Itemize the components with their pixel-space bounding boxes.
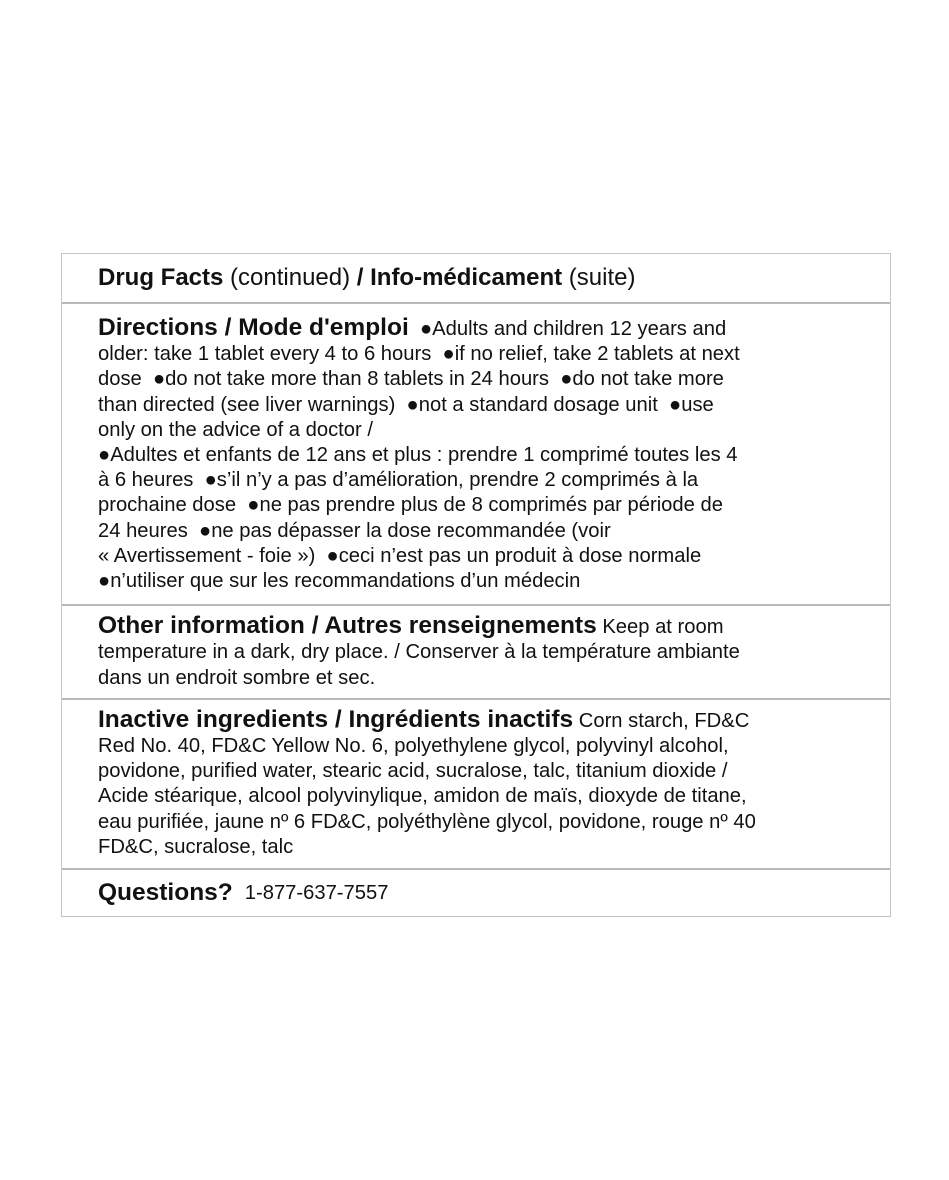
questions-heading: Questions? — [98, 879, 233, 907]
directions-line-1 — [98, 315, 860, 342]
questions-section — [62, 868, 890, 916]
continued-label: (continued) — [223, 264, 357, 291]
directions-text — [98, 315, 860, 594]
directions-section — [62, 302, 890, 604]
other-information-line-1-text: Keep at room — [596, 616, 724, 639]
inactive-ingredients-line-3: povidone, purified water, stearic acid, sucralose, talc, titanium dioxide / — [98, 760, 728, 783]
directions-line-1-text: ●Adults and children 12 years and — [408, 318, 727, 340]
directions-line-9: 24 heures ●ne pas dépasser la dose recommandée (voir — [98, 519, 611, 542]
inactive-ingredients-text — [98, 707, 860, 860]
other-information-line-2: temperature in a dark, dry place. / Conserver à la température ambiante — [98, 641, 740, 664]
directions-line-11: ●n’utiliser que sur les recommandations d’un médecin — [98, 570, 581, 593]
directions-line-4: than directed (see liver warnings) ●not a standard dosage unit ●use — [98, 393, 714, 416]
directions-line-8: prochaine dose ●ne pas prendre plus de 8 comprimés par période de — [98, 494, 723, 517]
inactive-ingredients-line-1-text: Corn starch, FD&C — [573, 709, 750, 732]
inactive-ingredients-heading: Inactive ingredients / Ingrédients inactifs — [98, 705, 574, 733]
directions-line-7: à 6 heures ●s’il n’y a pas d’amélioration, prendre 2 comprimés à la — [98, 469, 699, 492]
directions-line-5: only on the advice of a doctor / — [98, 418, 373, 441]
inactive-ingredients-line-1 — [98, 707, 860, 734]
directions-heading: Directions / Mode d'emploi — [98, 314, 409, 341]
directions-line-3: dose ●do not take more than 8 tablets in 24 hours ●do not take more — [98, 368, 724, 391]
inactive-ingredients-line-6: FD&C, sucralose, talc — [98, 835, 294, 858]
suite-label: (suite) — [562, 264, 636, 291]
directions-line-2: older: take 1 tablet every 4 to 6 hours ●if no relief, take 2 tablets at next — [98, 343, 740, 366]
other-information-line-3: dans un endroit sombre et sec. — [98, 666, 376, 689]
directions-line-10: « Avertissement - foie ») ●ceci n’est pas un produit à dose normale — [98, 544, 702, 567]
questions-phone: 1-877-637-7557 — [244, 881, 389, 904]
inactive-ingredients-line-4: Acide stéarique, alcool polyvinylique, amidon de maïs, dioxyde de titane, — [98, 785, 747, 808]
drug-facts-title: Drug Facts — [98, 264, 224, 291]
title-separator: / — [356, 264, 371, 291]
other-information-section — [62, 604, 890, 698]
inactive-ingredients-line-2: Red No. 40, FD&C Yellow No. 6, polyethylene glycol, polyvinyl alcohol, — [98, 735, 729, 758]
other-information-text — [98, 613, 860, 691]
other-information-heading: Other information / Autres renseignements — [98, 612, 597, 640]
info-medicament-title: Info-médicament — [370, 264, 563, 291]
drug-facts-header — [62, 254, 890, 302]
drug-facts-panel — [61, 253, 891, 917]
directions-line-6: ●Adultes et enfants de 12 ans et plus : prendre 1 comprimé toutes les 4 — [98, 444, 738, 467]
inactive-ingredients-line-5: eau purifiée, jaune nº 6 FD&C, polyéthylène glycol, povidone, rouge nº 40 — [98, 810, 756, 833]
inactive-ingredients-section — [62, 698, 890, 868]
other-information-line-1 — [98, 613, 860, 640]
